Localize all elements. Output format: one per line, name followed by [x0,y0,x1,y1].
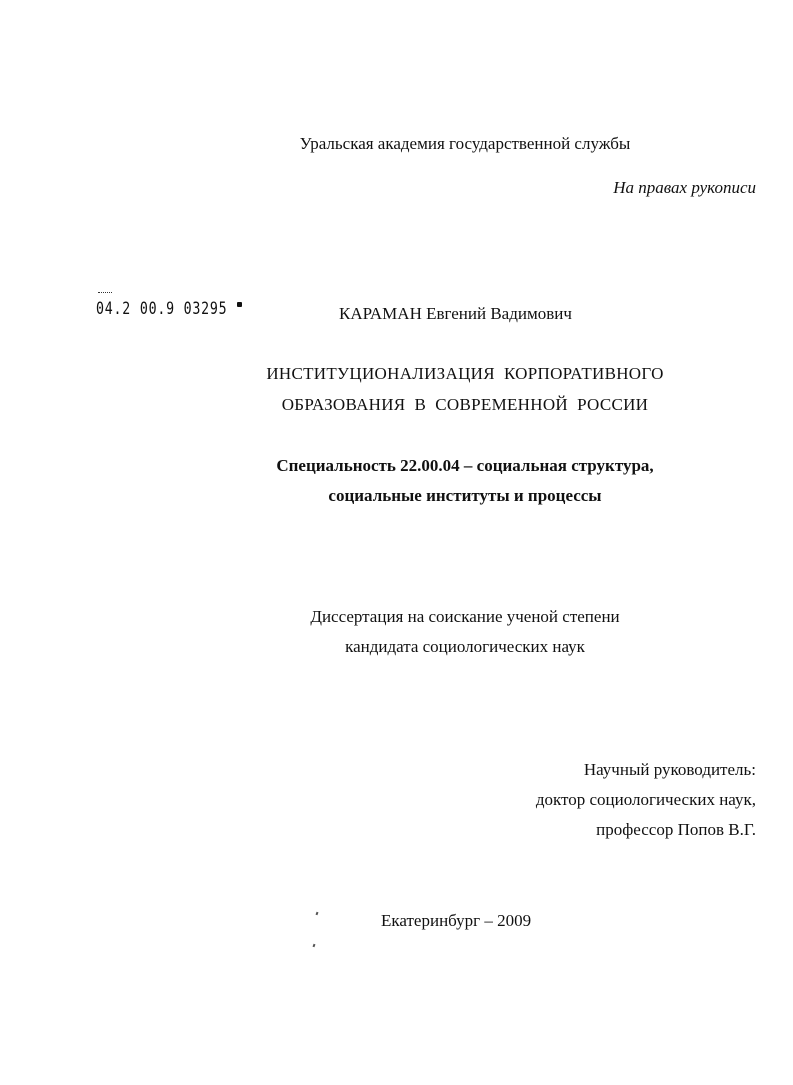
city-year: Екатеринбург – 2009 [381,911,532,930]
specialty-line-1: Специальность 22.00.04 – социальная структура, [276,456,654,475]
scan-speck [316,912,319,916]
stamp-mark [98,292,112,295]
specialty-line-2: социальные институты и процессы [328,486,602,505]
institution-name: Уральская академия государственной службы [299,134,631,153]
scan-speck [313,944,316,948]
degree-line-1: Диссертация на соискание ученой степени [310,607,620,626]
manuscript-note: На правах рукописи [613,178,756,197]
title-line-1: ИНСТИТУЦИОНАЛИЗАЦИЯ КОРПОРАТИВНОГО [266,364,664,383]
degree-line-2: кандидата социологических наук [345,637,585,656]
supervisor-name: профессор Попов В.Г. [596,820,756,839]
stamp-dot [237,302,242,307]
supervisor-label: Научный руководитель: [583,760,756,779]
registry-stamp-number: 04.2 00.9 03295 [96,299,228,319]
author-name: КАРАМАН Евгений Вадимович [339,304,572,323]
title-line-2: ОБРАЗОВАНИЯ В СОВРЕМЕННОЙ РОССИИ [281,395,649,414]
supervisor-degree: доктор социологических наук, [535,790,756,809]
